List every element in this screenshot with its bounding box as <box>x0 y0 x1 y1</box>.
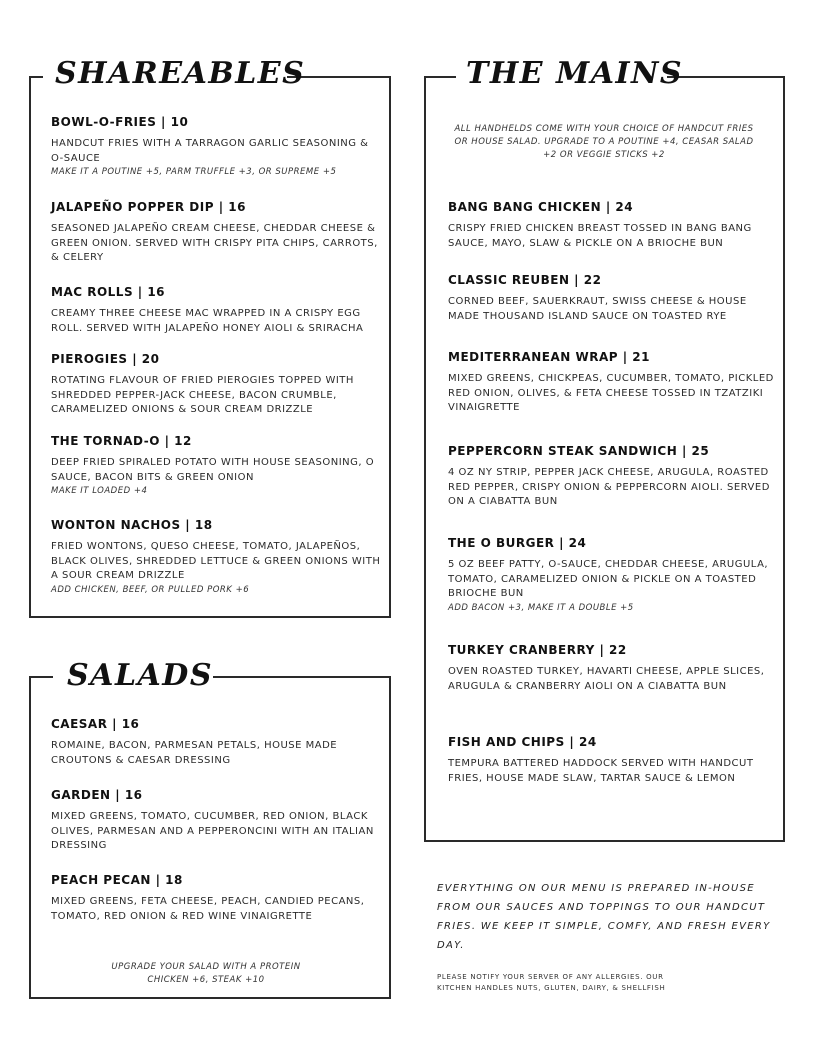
salad-protein-upgrade-note <box>51 961 361 987</box>
item-description: FRIED WONTONS, QUESO CHEESE, TOMATO, JALAPEÑOS, BLACK OLIVES, SHREDDED LETTUCE & GREEN ONIONS WITH A SOUR CREAM DRIZZLE <box>51 541 381 581</box>
allergy-line-2: KITCHEN HANDLES NUTS, GLUTEN, DAIRY, & SHELLFISH <box>437 984 666 992</box>
allergy-notice <box>437 972 737 994</box>
item-title: MEDITERRANEAN WRAP | 21 <box>448 350 650 364</box>
menu-item-mac-rolls <box>51 285 381 336</box>
item-description: MIXED GREENS, TOMATO, CUCUMBER, RED ONION, BLACK OLIVES, PARMESAN AND A PEPPERONCINI WITH AN ITALIAN DRESSING <box>51 811 374 851</box>
item-description: CRISPY FRIED CHICKEN BREAST TOSSED IN BANG BANG SAUCE, MAYO, SLAW & PICKLE ON A BRIOCHE BUN <box>448 223 752 249</box>
menu-item-caesar <box>51 717 381 768</box>
item-title: THE TORNAD-O | 12 <box>51 434 192 448</box>
menu-item-classic-reuben <box>448 273 778 324</box>
item-description: HANDCUT FRIES WITH A TARRAGON GARLIC SEASONING & O-SAUCE <box>51 138 369 164</box>
menu-item-turkey-cranberry <box>448 643 778 694</box>
mains-title: THE MAINS <box>466 56 684 91</box>
salad-upgrade-line-1: UPGRADE YOUR SALAD WITH A PROTEIN <box>111 962 301 972</box>
mains-rule-right <box>667 76 785 78</box>
item-description: OVEN ROASTED TURKEY, HAVARTI CHEESE, APPLE SLICES, ARUGULA & CRANBERRY AIOLI ON A CIABATTA BUN <box>448 666 765 692</box>
shareables-rule-left <box>29 76 43 78</box>
menu-item-peach-pecan <box>51 873 381 924</box>
salads-rule-left <box>29 676 53 678</box>
item-description: MIXED GREENS, CHICKPEAS, CUCUMBER, TOMATO, PICKLED RED ONION, OLIVES, & FETA CHEESE TOSSED IN TZATZIKI VINAIGRETTE <box>448 373 774 413</box>
item-description: CORNED BEEF, SAUERKRAUT, SWISS CHEESE & HOUSE MADE THOUSAND ISLAND SAUCE ON TOASTED RYE <box>448 296 747 322</box>
menu-item-peppercorn-steak-sandwich <box>448 444 778 510</box>
item-note: ADD CHICKEN, BEEF, OR PULLED PORK +6 <box>51 584 250 595</box>
menu-item-bowl-o-fries <box>51 115 381 179</box>
item-title: PEPPERCORN STEAK SANDWICH | 25 <box>448 444 710 458</box>
item-description: SEASONED JALAPEÑO CREAM CHEESE, CHEDDAR CHEESE & GREEN ONION. SERVED WITH CRISPY PITA CHIPS, CARROTS, & CELERY <box>51 223 378 263</box>
item-title: TURKEY CRANBERRY | 22 <box>448 643 627 657</box>
menu-item-tornad-o <box>51 434 381 498</box>
item-title: BOWL-O-FRIES | 10 <box>51 115 189 129</box>
item-description: MIXED GREENS, FETA CHEESE, PEACH, CANDIED PECANS, TOMATO, RED ONION & RED WINE VINAIGRETTE <box>51 896 365 922</box>
item-description: ROTATING FLAVOUR OF FRIED PIEROGIES TOPPED WITH SHREDDED PEPPER-JACK CHEESE, BACON CRUMBLE, CARAMELIZED ONIONS & SOUR CREAM DRIZZLE <box>51 375 354 415</box>
item-description: DEEP FRIED SPIRALED POTATO WITH HOUSE SEASONING, O SAUCE, BACON BITS & GREEN ONION <box>51 457 375 483</box>
shareables-title: SHAREABLES <box>55 56 306 91</box>
salads-title: SALADS <box>67 658 213 693</box>
item-title: CAESAR | 16 <box>51 717 140 731</box>
item-description: ROMAINE, BACON, PARMESAN PETALS, HOUSE MADE CROUTONS & CAESAR DRESSING <box>51 740 338 766</box>
item-note: MAKE IT LOADED +4 <box>51 486 148 496</box>
menu-item-bang-bang-chicken <box>448 200 778 251</box>
menu-item-garden <box>51 788 381 854</box>
mains-intro-note: ALL HANDHELDS COME WITH YOUR CHOICE OF HANDCUT FRIES OR HOUSE SALAD. UPGRADE TO A POUTINE +4, CEASAR SALAD +2 OR VEGGIE STICKS +2 <box>454 124 754 160</box>
menu-item-o-burger <box>448 536 778 615</box>
item-note: MAKE IT A POUTINE +5, PARM TRUFFLE +3, OR SUPREME +5 <box>51 167 337 177</box>
item-title: MAC ROLLS | 16 <box>51 285 166 299</box>
item-title: THE O BURGER | 24 <box>448 536 587 550</box>
item-title: CLASSIC REUBEN | 22 <box>448 273 602 287</box>
salad-upgrade-line-2: CHICKEN +6, STEAK +10 <box>147 975 265 985</box>
item-description: 5 OZ BEEF PATTY, O-SAUCE, CHEDDAR CHEESE, ARUGULA, TOMATO, CARAMELIZED ONION & PICKLE ON A TOASTED BRIOCHE BUN <box>448 559 769 599</box>
item-description: CREAMY THREE CHEESE MAC WRAPPED IN A CRISPY EGG ROLL. SERVED WITH JALAPEÑO HONEY AIOLI & SRIRACHA <box>51 308 364 334</box>
item-title: PIEROGIES | 20 <box>51 352 160 366</box>
item-title: GARDEN | 16 <box>51 788 143 802</box>
item-title: WONTON NACHOS | 18 <box>51 518 213 532</box>
item-description: 4 OZ NY STRIP, PEPPER JACK CHEESE, ARUGULA, ROASTED RED PEPPER, CRISPY ONION & PEPPERCORN AIOLI. SERVED ON A CIABATTA BUN <box>448 467 770 507</box>
item-title: BANG BANG CHICKEN | 24 <box>448 200 634 214</box>
menu-item-fish-and-chips <box>448 735 778 786</box>
salads-rule-right <box>213 676 391 678</box>
item-title: FISH AND CHIPS | 24 <box>448 735 597 749</box>
allergy-line-1: PLEASE NOTIFY YOUR SERVER OF ANY ALLERGIES. OUR <box>437 973 664 981</box>
item-description: TEMPURA BATTERED HADDOCK SERVED WITH HANDCUT FRIES, HOUSE MADE SLAW, TARTAR SAUCE & LEMON <box>448 758 754 784</box>
item-title: PEACH PECAN | 18 <box>51 873 183 887</box>
menu-item-jalapeno-popper-dip <box>51 200 381 266</box>
menu-item-mediterranean-wrap <box>448 350 778 416</box>
in-house-statement: EVERYTHING ON OUR MENU IS PREPARED IN-HOUSE FROM OUR SAUCES AND TOPPINGS TO OUR HANDCUT FRIES. WE KEEP IT SIMPLE, COMFY, AND FRESH EVERY DAY. <box>437 883 771 951</box>
menu-item-wonton-nachos <box>51 518 381 597</box>
item-title: JALAPEÑO POPPER DIP | 16 <box>51 200 246 214</box>
mains-rule-left <box>424 76 456 78</box>
item-note: ADD BACON +3, MAKE IT A DOUBLE +5 <box>448 602 634 613</box>
menu-item-pierogies <box>51 352 381 418</box>
